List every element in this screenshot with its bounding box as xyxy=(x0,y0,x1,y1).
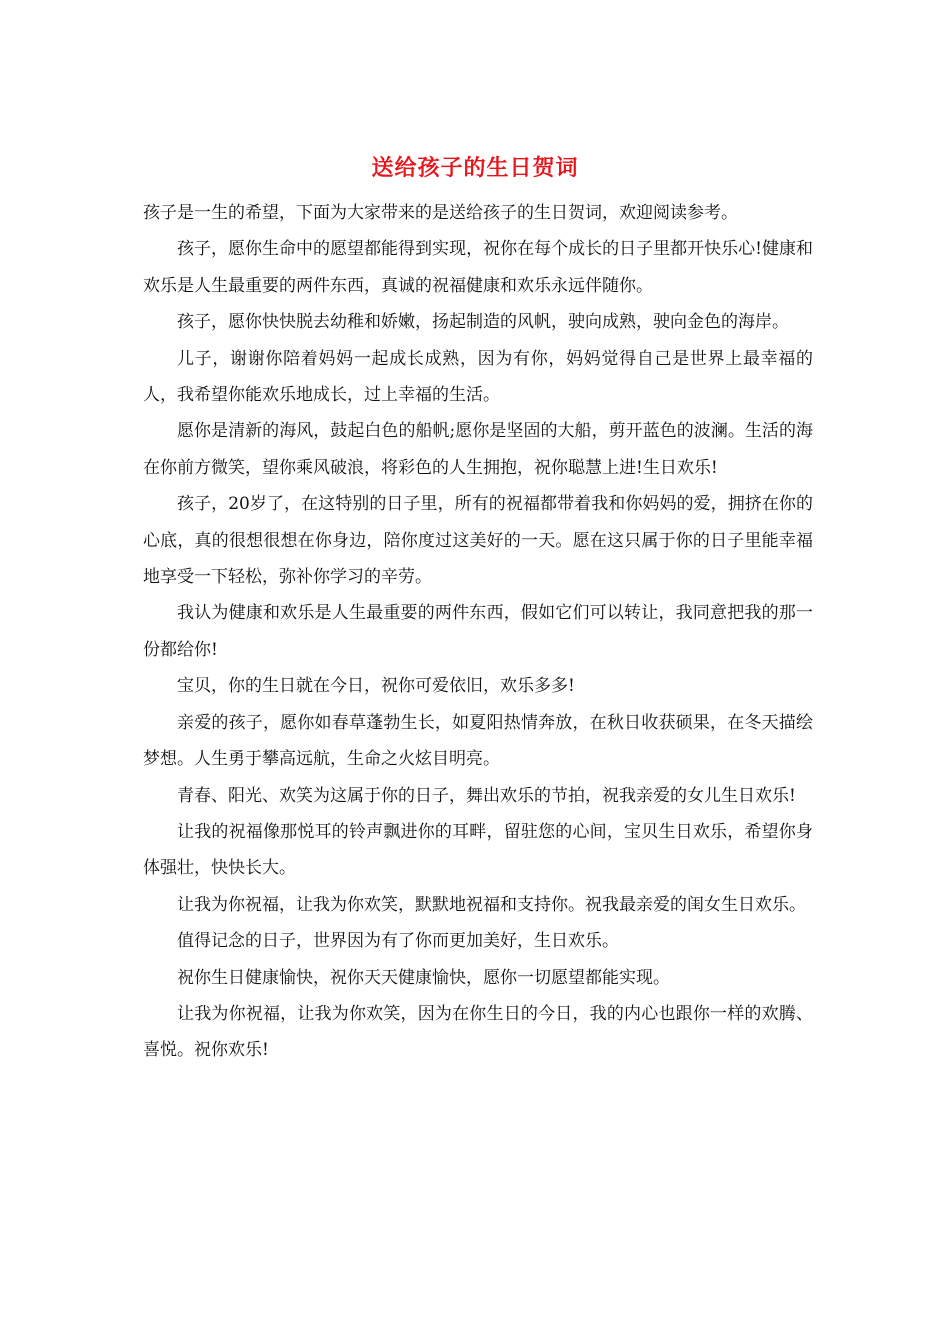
paragraph: 我认为健康和欢乐是人生最重要的两件东西，假如它们可以转让，我同意把我的那一份都给你! xyxy=(143,603,813,660)
paragraph: 青春、阳光、欢笑为这属于你的日子，舞出欢乐的节拍，祝我亲爱的女儿生日欢乐! xyxy=(177,785,796,806)
paragraph: 让我为你祝福，让我为你欢笑，因为在你生日的今日，我的内心也跟你一样的欢腾、喜悦。祝你欢乐! xyxy=(143,1003,813,1061)
paragraph: 让我的祝福像那悦耳的铃声飘进你的耳畔，留驻您的心间，宝贝生日欢乐，希望你身体强壮，快快长大。 xyxy=(143,821,813,879)
document-body xyxy=(143,195,813,1069)
paragraph: 亲爱的孩子，愿你如春草蓬勃生长，如夏阳热情奔放，在秋日收获硕果，在冬天描绘梦想。人生勇于攀高远航，生命之火炫目明亮。 xyxy=(143,712,813,770)
paragraph: 愿你是清新的海风，鼓起白色的船帆;愿你是坚固的大船，剪开蓝色的波澜。生活的海在你前方微笑，望你乘风破浪，将彩色的人生拥抱，祝你聪慧上进!生日欢乐! xyxy=(143,421,813,478)
paragraph: 孩子，20岁了，在这特别的日子里，所有的祝福都带着我和你妈妈的爱，拥挤在你的心底，真的很想很想在你身边，陪你度过这美好的一天。愿在这只属于你的日子里能幸福地享受一下轻松，弥补你学习的辛劳。 xyxy=(143,494,813,588)
paragraph: 祝你生日健康愉快，祝你天天健康愉快，愿你一切愿望都能实现。 xyxy=(177,967,670,988)
paragraph: 儿子，谢谢你陪着妈妈一起成长成熟，因为有你，妈妈觉得自己是世界上最幸福的人，我希望你能欢乐地成长，过上幸福的生活。 xyxy=(143,348,813,406)
paragraph: 孩子，愿你快快脱去幼稚和娇嫩，扬起制造的风帆，驶向成熟，驶向金色的海岸。 xyxy=(177,312,789,333)
paragraph: 让我为你祝福，让我为你欢笑，默默地祝福和支持你。祝我最亲爱的闺女生日欢乐。 xyxy=(177,894,806,915)
paragraph: 孩子，愿你生命中的愿望都能得到实现，祝你在每个成长的日子里都开快乐心!健康和欢乐是人生最重要的两件东西，真诚的祝福健康和欢乐永远伴随你。 xyxy=(143,239,813,296)
paragraph: 值得记念的日子，世界因为有了你而更加美好，生日欢乐。 xyxy=(177,931,619,952)
intro-paragraph: 孩子是一生的希望，下面为大家带来的是送给孩子的生日贺词，欢迎阅读参考。 xyxy=(143,203,738,223)
document-title: 送给孩子的生日贺词 xyxy=(371,155,579,181)
paragraph: 宝贝，你的生日就在今日，祝你可爱依旧，欢乐多多! xyxy=(177,676,575,697)
